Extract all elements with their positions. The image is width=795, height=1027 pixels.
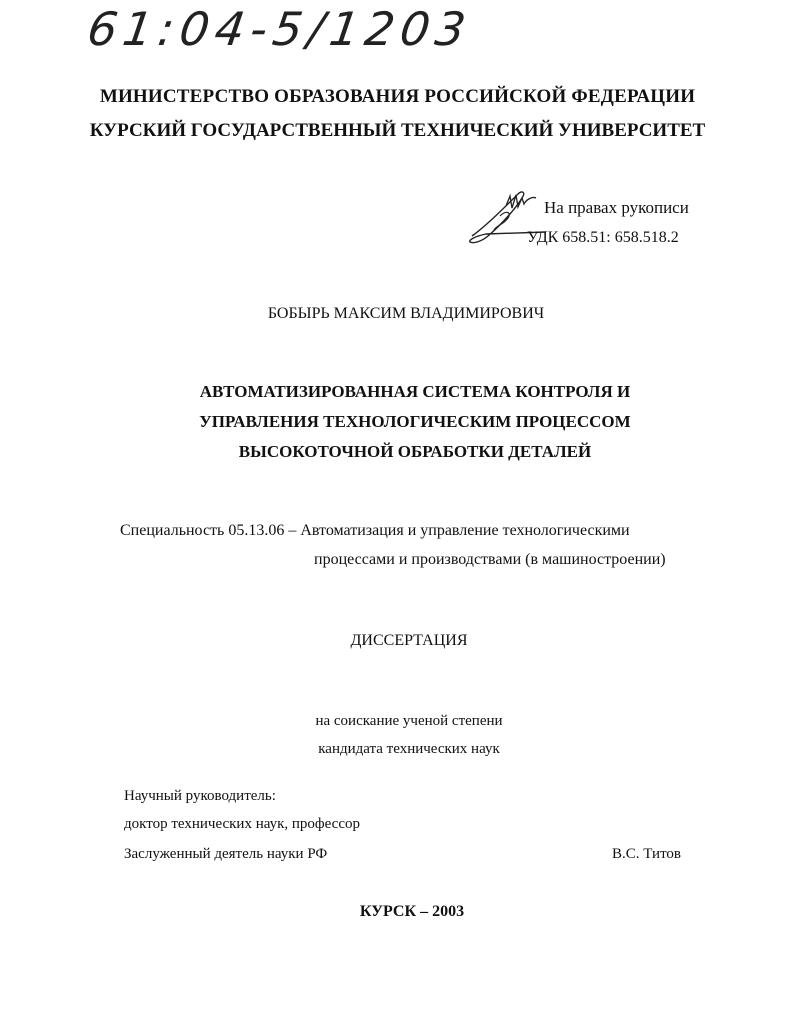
supervisor-title: Заслуженный деятель науки РФ xyxy=(124,846,328,862)
specialty-line: процессами и производствами (в машиностроении) xyxy=(314,551,666,568)
supervisor-label: Научный руководитель: xyxy=(124,788,276,804)
thesis-title-line: АВТОМАТИЗИРОВАННАЯ СИСТЕМА КОНТРОЛЯ И xyxy=(199,382,631,401)
city-year: КУРСК – 2003 xyxy=(359,903,465,920)
thesis-title-line: ВЫСОКОТОЧНОЙ ОБРАБОТКИ ДЕТАЛЕЙ xyxy=(238,442,592,461)
degree-line: кандидата технических наук xyxy=(318,741,500,757)
document-type: ДИССЕРТАЦИЯ xyxy=(350,632,468,649)
author-name: БОБЫРЬ МАКСИМ ВЛАДИМИРОВИЧ xyxy=(267,305,545,322)
supervisor-degree: доктор технических наук, профессор xyxy=(124,816,361,832)
manuscript-rights: На правах рукописи xyxy=(544,198,689,217)
university-heading: КУРСКИЙ ГОСУДАРСТВЕННЫЙ ТЕХНИЧЕСКИЙ УНИВЕРСИТЕТ xyxy=(89,120,706,141)
thesis-title-line: УПРАВЛЕНИЯ ТЕХНОЛОГИЧЕСКИМ ПРОЦЕССОМ xyxy=(199,412,631,431)
supervisor-name: В.С. Титов xyxy=(612,846,682,862)
degree-line: на соискание ученой степени xyxy=(315,713,503,729)
udk-code: УДК 658.51: 658.518.2 xyxy=(527,229,679,246)
specialty-line: Специальность 05.13.06 – Автоматизация и управление технологическими xyxy=(120,522,630,539)
archive-number: 61:04-5/1203 xyxy=(84,2,475,56)
ministry-heading: МИНИСТЕРСТВО ОБРАЗОВАНИЯ РОССИЙСКОЙ ФЕДЕРАЦИИ xyxy=(99,86,696,107)
